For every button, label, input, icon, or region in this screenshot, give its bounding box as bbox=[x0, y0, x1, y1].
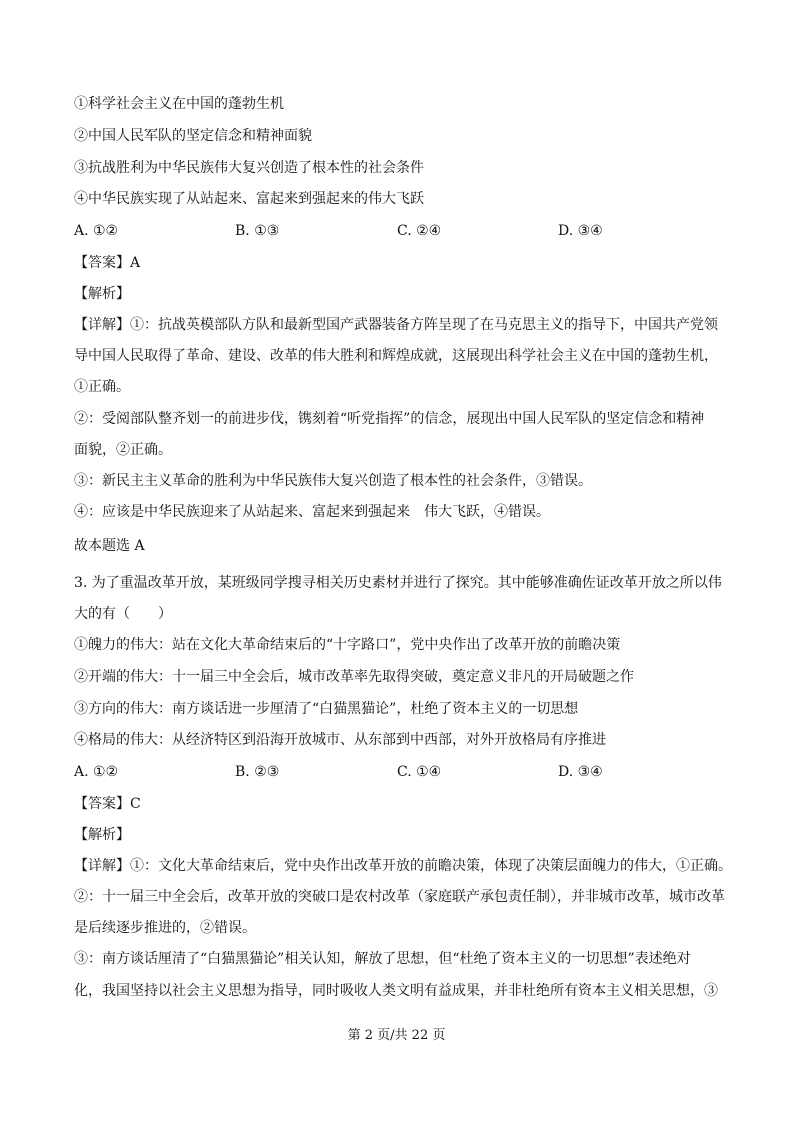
prev-option-c: C. ②④ bbox=[397, 223, 442, 239]
q3-answer: 【答案】C bbox=[74, 796, 141, 812]
q3-option-d: D. ③④ bbox=[558, 764, 603, 780]
q3-option-c: C. ①④ bbox=[397, 764, 442, 780]
prev-analysis-label: 【解析】 bbox=[74, 286, 130, 302]
prev-option-a: A. ①② bbox=[74, 223, 119, 239]
prev-detail-line-4: ②：受阅部队整齐划一的前进步伐，镌刻着“听党指挥”的信念，展现出中国人民军队的坚定信念和精神 bbox=[74, 411, 705, 427]
page-footer: 第 2 页/共 22 页 bbox=[347, 1028, 446, 1043]
prev-item-3: ③抗战胜利为中华民族伟大复兴创造了根本性的社会条件 bbox=[74, 160, 424, 176]
prev-options-row bbox=[74, 222, 722, 240]
q3-options-row bbox=[74, 763, 722, 781]
prev-item-1: ①科学社会主义在中国的蓬勃生机 bbox=[74, 96, 284, 112]
prev-detail-line-3: ①正确。 bbox=[74, 379, 130, 395]
prev-answer: 【答案】A bbox=[74, 255, 141, 271]
q3-item-2: ②开端的伟大：十一届三中全会后，城市改革率先取得突破，奠定意义非凡的开局破题之作 bbox=[74, 669, 634, 685]
prev-detail-line-7: ④：应该是中华民族迎来了从站起来、富起来到强起来 伟大飞跃，④错误。 bbox=[74, 504, 550, 520]
prev-item-4: ④中华民族实现了从站起来、富起来到强起来的伟大飞跃 bbox=[74, 191, 424, 207]
prev-item-2: ②中国人民军队的坚定信念和精神面貌 bbox=[74, 128, 312, 144]
q3-detail-line-2: ②：十一届三中全会后，改革开放的突破口是农村改革（家庭联产承包责任制），并非城市改革，城市改革 bbox=[74, 889, 725, 905]
q3-item-1: ①魄力的伟大：站在文化大革命结束后的“十字路口”，党中央作出了改革开放的前瞻决策 bbox=[74, 637, 621, 653]
q3-analysis-label: 【解析】 bbox=[74, 827, 130, 843]
q3-option-b: B. ②③ bbox=[235, 764, 280, 780]
prev-detail-line-1: 【详解】①：抗战英模部队方队和最新型国产武器装备方阵呈现了在马克思主义的指导下，中国共产党领 bbox=[74, 317, 718, 333]
q3-stem-line-1: 3. 为了重温改革开放，某班级同学搜寻相关历史素材并进行了探究。其中能够准确佐证改革开放之所以伟 bbox=[74, 575, 722, 591]
q3-stem-line-2: 大的有（ ） bbox=[74, 606, 172, 622]
prev-detail-line-2: 导中国人民取得了革命、建设、改革的伟大胜利和辉煌成就，这展现出科学社会主义在中国的蓬勃生机， bbox=[74, 348, 718, 364]
prev-detail-line-6: ③：新民主主义革命的胜利为中华民族伟大复兴创造了根本性的社会条件，③错误。 bbox=[74, 473, 592, 489]
q3-detail-line-3: 是后续逐步推进的，②错误。 bbox=[74, 920, 256, 936]
q3-item-4: ④格局的伟大：从经济特区到沿海开放城市、从东部到中西部，对外开放格局有序推进 bbox=[74, 732, 606, 748]
prev-option-b: B. ①③ bbox=[235, 223, 280, 239]
q3-detail-line-5: 化，我国坚持以社会主义思想为指导，同时吸收人类文明有益成果，并非杜绝所有资本主义相关思想，③ bbox=[74, 983, 718, 999]
q3-option-a: A. ①② bbox=[74, 764, 119, 780]
q3-detail-line-1: 【详解】①：文化大革命结束后，党中央作出改革开放的前瞻决策，体现了决策层面魄力的伟大，①正确。 bbox=[74, 858, 732, 874]
prev-conclusion: 故本题选 A bbox=[74, 538, 145, 554]
prev-detail-line-5: 面貌，②正确。 bbox=[74, 442, 172, 458]
prev-option-d: D. ③④ bbox=[558, 223, 603, 239]
q3-detail-line-4: ③：南方谈话厘清了“白猫黑猫论”相关认知，解放了思想，但“杜绝了资本主义的一切思想”表述绝对 bbox=[74, 951, 691, 967]
q3-item-3: ③方向的伟大：南方谈话进一步厘清了“白猫黑猫论”，杜绝了资本主义的一切思想 bbox=[74, 701, 579, 717]
